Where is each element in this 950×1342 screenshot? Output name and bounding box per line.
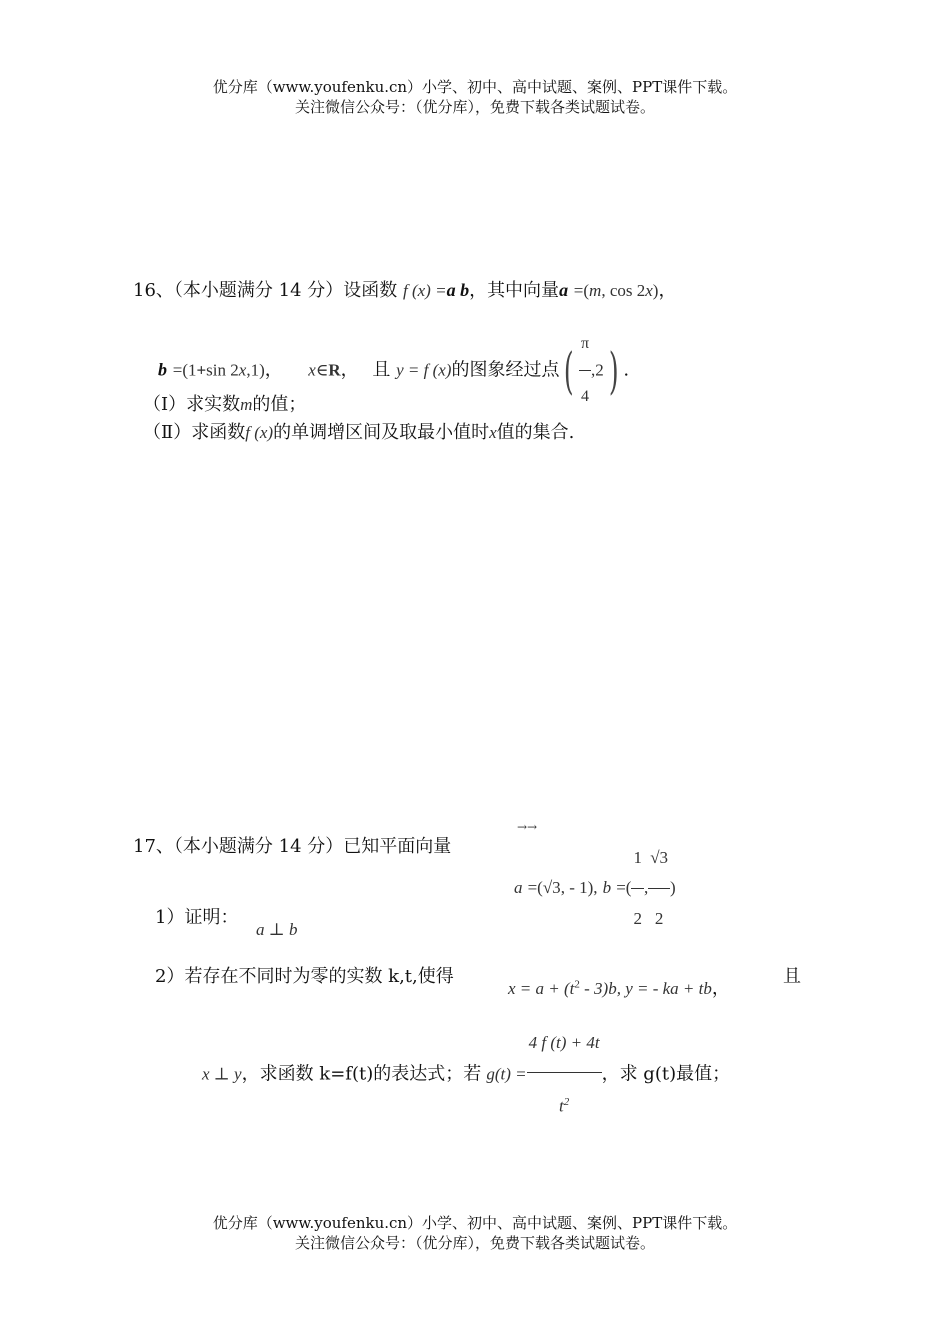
q17-close: ) bbox=[670, 878, 676, 897]
q16-part2-mid: 的单调增区间及取最小值时 bbox=[273, 422, 490, 443]
q16-period: . bbox=[623, 359, 630, 381]
q17-line-1 bbox=[133, 832, 451, 858]
q16-comma: ， bbox=[469, 280, 488, 301]
q16-b-close: ,1) bbox=[246, 360, 265, 380]
q16-b-x: x bbox=[238, 360, 247, 380]
point-right-paren: ) bbox=[608, 341, 619, 400]
four: 4 bbox=[579, 370, 591, 423]
q17-comma: , bbox=[643, 878, 649, 897]
q16-comma-2: ， bbox=[658, 280, 677, 301]
q17-part2-label: 2）若存在不同时为零的实数 k,t,使得 bbox=[155, 966, 454, 987]
q16-b-vec: b bbox=[158, 359, 167, 380]
q16-points: （本小题满分 14 分） bbox=[173, 280, 344, 301]
q17-arrows: →→ bbox=[517, 820, 538, 834]
g-den-square: 2 bbox=[563, 1096, 570, 1108]
q17-sqrt3: √3 bbox=[542, 878, 561, 897]
q17-points: （本小题满分 14 分） bbox=[173, 836, 344, 857]
q16-b-plus: + bbox=[196, 360, 207, 380]
q16-a-x: x bbox=[645, 281, 653, 300]
q16-part2-fx: f (x) bbox=[245, 423, 274, 442]
q16-comma-3: ， bbox=[264, 359, 283, 381]
q16-a-vec: a bbox=[559, 280, 569, 300]
q16-part2-x: x bbox=[489, 423, 497, 442]
q17-part2-math-b: - 3)b, y = - ka + tb bbox=[579, 979, 712, 998]
pi: π bbox=[580, 335, 590, 352]
q16-qie: 且 bbox=[372, 359, 391, 381]
q16-two: ,2 bbox=[591, 360, 604, 380]
g-denominator: t bbox=[558, 1096, 564, 1116]
q16-part-2 bbox=[143, 418, 574, 444]
q16-mid: 其中向量 bbox=[487, 280, 560, 301]
q17-x-perp-y: x ⊥ y bbox=[202, 1064, 242, 1084]
q17-line3-text: ，求函数 k=f(t)的表达式；若 bbox=[241, 1063, 482, 1085]
header-line-2: 关注微信公众号：（优分库），免费下载各类试题试卷。 bbox=[294, 98, 655, 116]
point-fraction bbox=[579, 318, 591, 423]
q16-intro: 设函数 bbox=[343, 280, 398, 301]
header-line-1: 优分库（www.youfenku.cn）小学、初中、高中试题、案例、PPT课件下载。 bbox=[212, 78, 738, 96]
q16-a-close: ) bbox=[652, 281, 659, 300]
q16-part2-prefix: （Ⅱ）求函数 bbox=[143, 422, 246, 443]
q16-comma-4: ， bbox=[340, 359, 359, 381]
q17-part2-comma: ， bbox=[711, 978, 730, 999]
q16-ab: a b bbox=[446, 280, 470, 300]
q16-a-m: m bbox=[589, 281, 602, 300]
q16-part1-var: m bbox=[240, 395, 253, 414]
q17-part1-math: a ⊥ b bbox=[256, 920, 298, 939]
q17-number: 17、 bbox=[133, 836, 174, 857]
q17-intro: 已知平面向量 bbox=[343, 836, 452, 857]
q17-neg1: , - 1), bbox=[560, 878, 598, 897]
footer-line-1: 优分库（www.youfenku.cn）小学、初中、高中试题、案例、PPT课件下载。 bbox=[212, 1214, 738, 1232]
s3-den: 2 bbox=[654, 909, 664, 928]
q16-number: 16、 bbox=[133, 280, 174, 301]
half-den: 2 bbox=[633, 909, 642, 928]
s3-num: √3 bbox=[648, 828, 670, 889]
point-left-paren: ( bbox=[564, 341, 575, 400]
q17-a: a bbox=[514, 878, 523, 897]
g-fraction bbox=[527, 1014, 602, 1136]
q17-line3-end: ，求 g(t)最值； bbox=[601, 1063, 731, 1085]
q17-part1-label: 1）证明： bbox=[155, 907, 239, 928]
q16-graph-text: 的图象经过点 bbox=[451, 359, 560, 381]
q17-g-lhs: g(t) = bbox=[486, 1064, 527, 1084]
footer-line-2: 关注微信公众号：（优分库），免费下载各类试题试卷。 bbox=[294, 1234, 655, 1252]
q16-R: R bbox=[328, 360, 341, 380]
q17-eq-a: =( bbox=[527, 878, 543, 897]
q17-eq-b: =( bbox=[616, 878, 632, 897]
q17-vectors bbox=[514, 828, 676, 949]
half-fraction bbox=[631, 828, 644, 949]
q16-a-eq: =( bbox=[573, 281, 590, 300]
q17-part2-square: 2 bbox=[574, 978, 580, 991]
q16-fx: f (x) = bbox=[403, 281, 447, 300]
sqrt3-half-fraction bbox=[648, 828, 670, 949]
g-numerator: 4 f (t) + 4t bbox=[527, 1014, 602, 1073]
half-num: 1 bbox=[631, 828, 644, 889]
q16-b-sin: sin 2 bbox=[206, 360, 239, 380]
q16-a-cos: , cos 2 bbox=[601, 281, 646, 300]
q17-part2-math bbox=[508, 974, 730, 1000]
q17-part2-qie: 且 bbox=[783, 966, 801, 987]
q16-in-symbol: ∈ bbox=[315, 360, 329, 380]
q16-part1-prefix: （Ⅰ）求实数 bbox=[143, 394, 241, 415]
q17-line-3 bbox=[202, 1014, 730, 1136]
q16-part2-suffix: 值的集合. bbox=[496, 422, 575, 443]
q16-yfx: y = f (x) bbox=[396, 360, 452, 380]
q17-b: b bbox=[602, 878, 612, 897]
q16-part-1 bbox=[143, 390, 306, 416]
q16-x-in: x bbox=[308, 360, 316, 380]
q16-part1-suffix: 的值； bbox=[252, 394, 307, 415]
q16-b-eq: =(1 bbox=[172, 360, 197, 380]
q17-part2-math-a: x = a + (t bbox=[508, 979, 575, 998]
q16-line-1 bbox=[133, 276, 676, 302]
